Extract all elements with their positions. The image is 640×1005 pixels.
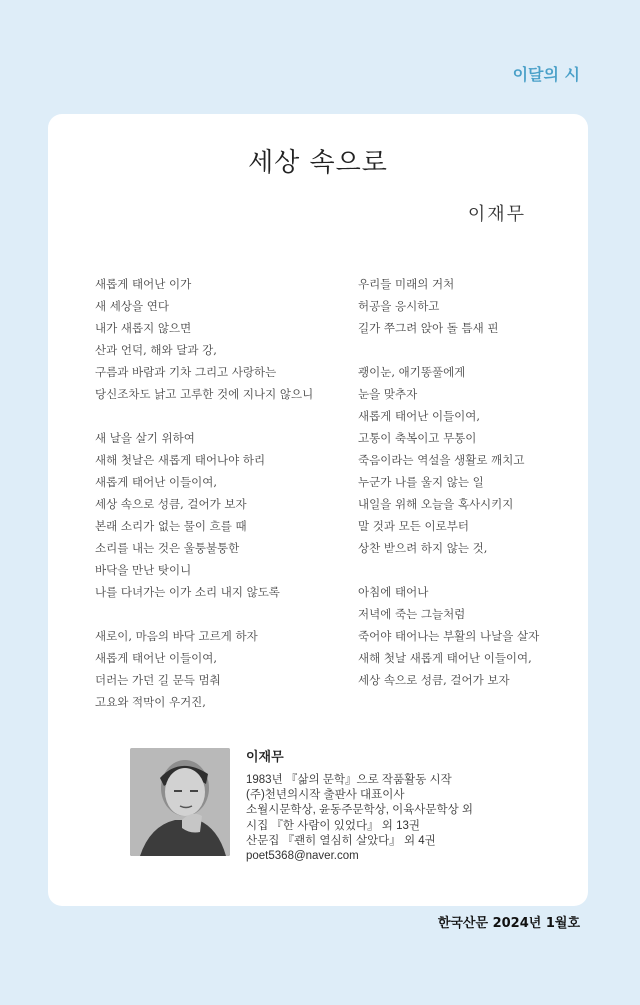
poem-line: 저녁에 죽는 그늘처럼: [358, 607, 466, 621]
poem-line: 더러는 가던 길 문득 멈춰: [95, 673, 221, 687]
poem-line: 아침에 태어나: [358, 585, 429, 599]
bio-name: 이재무: [246, 749, 284, 764]
poem-stanza: [95, 273, 350, 405]
poem-line: 세상 속으로 성큼, 걸어가 보자: [95, 497, 247, 511]
poem-line: 죽어야 태어나는 부활의 나날을 살자: [358, 629, 540, 643]
poem-line: 누군가 나를 울지 않는 일: [358, 475, 484, 489]
author-portrait-icon: [130, 748, 230, 856]
bio-line: (주)천년의시작 출판사 대표이사: [246, 789, 405, 802]
poem-stanza: [95, 427, 350, 603]
poem-line: 새롭게 태어난 이들이여,: [95, 651, 218, 665]
poem-line: 새해 첫날 새롭게 태어난 이들이여,: [358, 651, 532, 665]
poem-line: 당신조차도 낡고 고루한 것에 지나지 않으니: [95, 387, 314, 401]
poem-author: 이재무: [467, 204, 526, 225]
poem-line: 본래 소리가 없는 물이 흐를 때: [95, 519, 247, 533]
poem-line: 괭이눈, 애기똥풀에게: [358, 365, 466, 379]
poem-stanza: [95, 625, 350, 713]
poem-line: 새해 첫날은 새롭게 태어나야 하리: [95, 453, 266, 467]
poem-line: 말 것과 모든 이로부터: [358, 519, 469, 533]
poem-line: 내일을 위해 오늘을 혹사시키지: [358, 497, 514, 511]
poem-line: 새롭게 태어난 이가: [95, 277, 192, 291]
poem-line: 구름과 바람과 기차 그리고 사랑하는: [95, 365, 277, 379]
poem-column-left: [95, 273, 350, 735]
poem-title: 세상 속으로: [248, 148, 388, 178]
bio-line: 소월시문학상, 윤동주문학상, 이육사문학상 외: [246, 804, 474, 817]
poem-line: 고요와 적막이 우거진,: [95, 695, 206, 709]
poem-line: 길가 쭈그려 앉아 돌 틈새 핀: [358, 321, 499, 335]
poem-stanza: [358, 361, 578, 559]
poem-line: 허공을 응시하고: [358, 299, 440, 313]
poem-line: 새로이, 마음의 바닥 고르게 하자: [95, 629, 258, 643]
poem-line: 우리들 미래의 거처: [358, 277, 455, 291]
poem-line: 세상 속으로 성큼, 걸어가 보자: [358, 673, 510, 687]
bio-line: 시집 『한 사람이 있었다』 외 13권: [246, 819, 420, 832]
poem-line: 새롭게 태어난 이들이여,: [95, 475, 218, 489]
poem-line: 바닥을 만난 탓이니: [95, 563, 192, 577]
publication-footer: 한국산문 2024년 1월호: [437, 916, 580, 931]
bio-line: 산문집 『괜히 열심히 살았다』 외 4권: [246, 834, 436, 847]
poem-line: 내가 새롭지 않으면: [95, 321, 192, 335]
bio-line: 1983년 『삶의 문학』으로 작품활동 시작: [246, 774, 452, 786]
poem-stanza: [358, 581, 578, 691]
poem-column-right: [358, 273, 578, 713]
author-photo: [130, 748, 230, 856]
poem-stanza: [358, 273, 578, 339]
section-label: 이달의 시: [512, 65, 580, 84]
poem-line: 소리를 내는 것은 울퉁불퉁한: [95, 541, 240, 555]
poem-line: 산과 언덕, 해와 달과 강,: [95, 343, 217, 357]
poem-line: 새 날을 살기 위하여: [95, 431, 195, 445]
poem-line: 나를 다녀가는 이가 소리 내지 않도록: [95, 585, 280, 599]
poem-line: 새 세상을 연다: [95, 299, 169, 313]
poem-line: 고통이 축복이고 무통이: [358, 431, 477, 445]
poem-card: [48, 114, 588, 906]
poem-line: 상찬 받으려 하지 않는 것,: [358, 541, 488, 555]
poem-line: 새롭게 태어난 이들이여,: [358, 409, 481, 423]
bio-text: [246, 746, 566, 864]
poem-line: 눈을 맞추자: [358, 387, 418, 401]
poem-line: 죽음이라는 역설을 생활로 깨치고: [358, 453, 525, 467]
bio-email[interactable]: poet5368@naver.com: [246, 850, 359, 863]
